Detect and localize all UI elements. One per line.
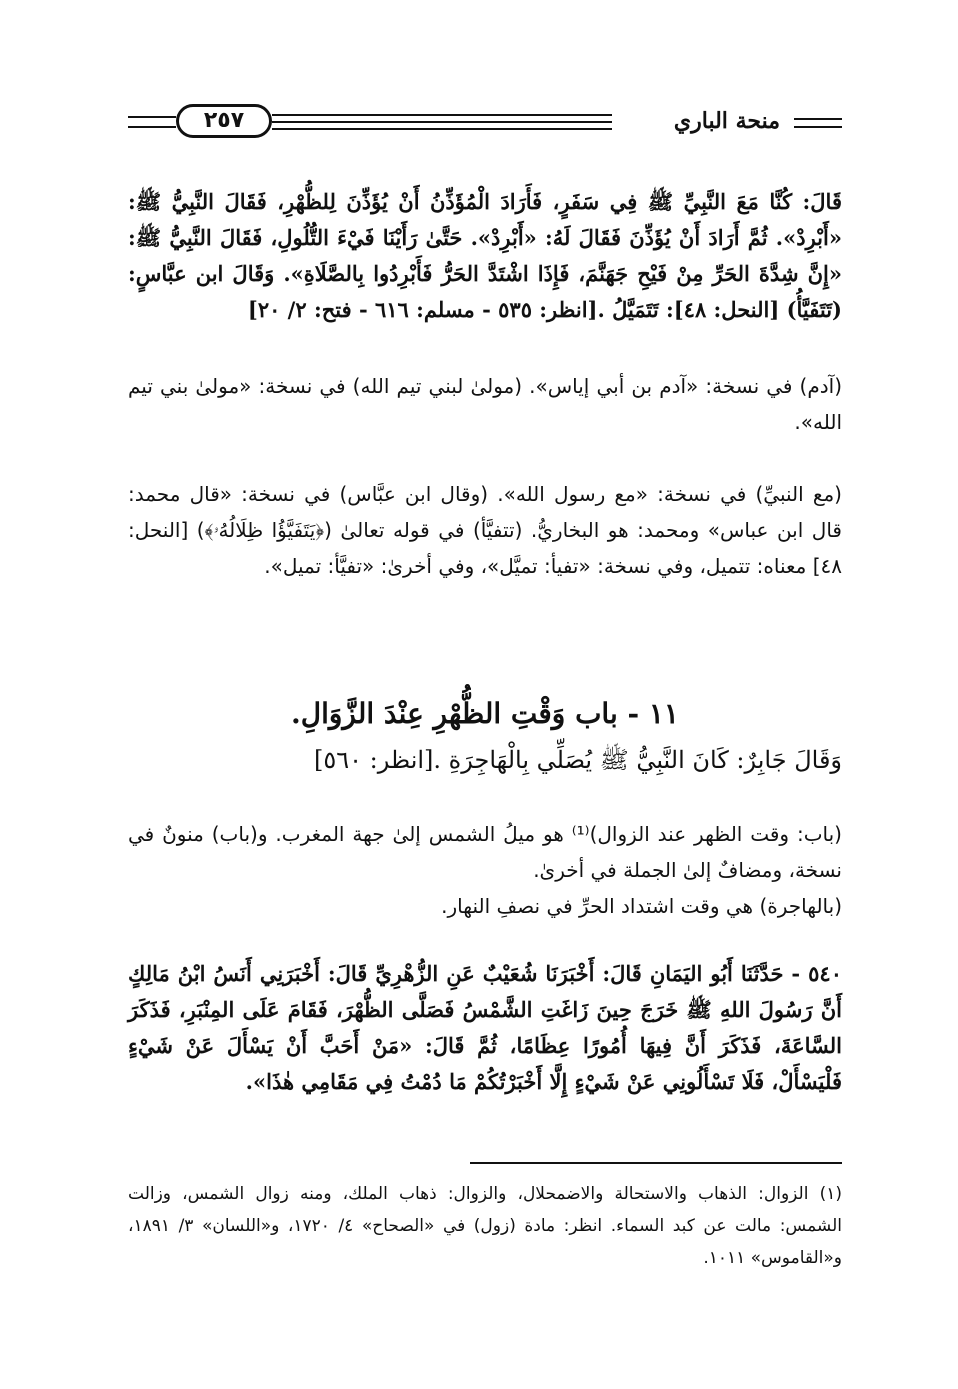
commentary-paragraph-1: (آدم) في نسخة: «آدم بن أبي إياس». (مولىٰ لبني تيم الله) في نسخة: «مولىٰ بني تيم الله». <box>128 374 842 434</box>
header-rule-mid-1 <box>272 114 612 116</box>
chapter-commentary-2: (بالهاجرة) هي وقت اشتداد الحرِّ في نصفِ النهار. <box>441 894 842 918</box>
chapter-commentary-1: (باب: وقت الظهر عند الزوال)⁽¹⁾ هو ميلُ الشمس إلىٰ جهة المغرب. و(باب) منونٌ في نسخة، ومضافٌ إلىٰ الجملة في أخرىٰ. <box>128 822 842 882</box>
header-rule-right-top <box>794 118 842 120</box>
header-rule-left-1 <box>128 116 176 118</box>
header-rule-right-bottom <box>794 126 842 128</box>
running-title: منحة الباري <box>673 108 780 134</box>
chapter-subtitle: وَقَالَ جَابِرٌ: كَانَ النَّبِيُّ ﷺ يُصَلِّي بِالْهَاجِرَةِ .[انظر: ٥٦٠] <box>314 746 842 774</box>
page-number: ٢٥٧ <box>176 104 272 138</box>
header-rule-left-2 <box>128 126 176 128</box>
chapter-title: ١١ - باب وَقْتِ الظُّهْرِ عِنْدَ الزَّوَالِ. <box>291 697 679 730</box>
hadith-matn-top: قَالَ: كُنَّا مَعَ النَّبِيِّ ﷺ فِي سَفَرٍ، فَأَرَادَ الْمُؤَذِّنُ أَنْ يُؤَذِّنَ لِلظُّهْرِ، فَقَالَ النَّبِيُّ ﷺ: «أَبْرِدْ». ثُمَّ أَرَادَ أَنْ يُؤَذِّنَ فَقَالَ لَهُ: «أَبْرِدْ». حَتَّىٰ رَأَيْنَا فَيْءَ التُّلُولِ، فَقَالَ النَّبِيُّ ﷺ: «إِنَّ شِدَّةَ الحَرِّ مِنْ فَيْحِ جَهَنَّمَ، فَإِذَا اشْتَدَّ الحَرُّ فَأَبْرِدُوا بِالصَّلَاةِ». وَقَالَ ابن عبَّاسٍ: (تَتَفَيَّأُ) [النحل: ٤٨]: تَتَمَيَّلُ .[انظر: ٥٣٥ - مسلم: ٦١٦ - فتح: ٢/ ٢٠] <box>128 189 842 322</box>
commentary-paragraph-2: (مع النبيِّ) في نسخة: «مع رسول الله». (وقال ابن عبَّاس) في نسخة: «قال محمد: قال ابن عباس» ومحمد: هو البخاريُّ. (تتفيَّأ) في قوله تعالىٰ (﴿يَتَفَيَّؤُا ظِلَالُهُۥ﴾) [النحل: ٤٨] معناه: تتميل، وفي نسخة: «تفيأ: تميَّل»، وفي أخرىٰ: «تفيَّأ: تميل». <box>128 482 842 578</box>
page <box>128 88 842 1318</box>
page-header <box>128 96 842 160</box>
footnote-1: (١) الزوال: الذهاب والاستحالة والاضمحلال، والزوال: ذهاب الملك، ومنه زوال الشمس، وزالت الشمس: مالت عن كبد السماء. انظر: مادة (زول) في «الصحاح» ٤/ ١٧٢٠، و«اللسان» ٣/ ١٨٩١، و«القاموس» ١٠١١. <box>128 1184 842 1268</box>
hadith-540: ٥٤٠ - حَدَّثَنَا أَبُو اليَمَانِ قَالَ: أَخْبَرَنَا شُعَيْبٌ عَنِ الزُّهْرِيِّ قَالَ: أَخْبَرَنِي أَنَسُ ابْنُ مَالِكٍ أَنَّ رَسُولَ اللهِ ﷺ خَرَجَ حِينَ زَاغَتِ الشَّمْسُ فَصَلَّى الظُّهْرَ، فَقَامَ عَلَى المِنْبَرِ، فَذَكَرَ السَّاعَةَ، فَذَكَرَ أَنَّ فِيهَا أُمُورًا عِظَامًا، ثُمَّ قَالَ: «مَنْ أَحَبَّ أَنْ يَسْأَلَ عَنْ شَيْءٍ فَلْيَسْأَلْ، فَلَا تَسْأَلُونِي عَنْ شَيْءٍ إِلَّا أَخْبَرْتُكُمْ مَا دُمْتُ فِي مَقَامِي هٰذَا». <box>128 961 842 1094</box>
header-rule-mid-3 <box>272 128 612 130</box>
header-rule-mid-2 <box>272 121 612 123</box>
footnote-rule <box>470 1162 842 1164</box>
